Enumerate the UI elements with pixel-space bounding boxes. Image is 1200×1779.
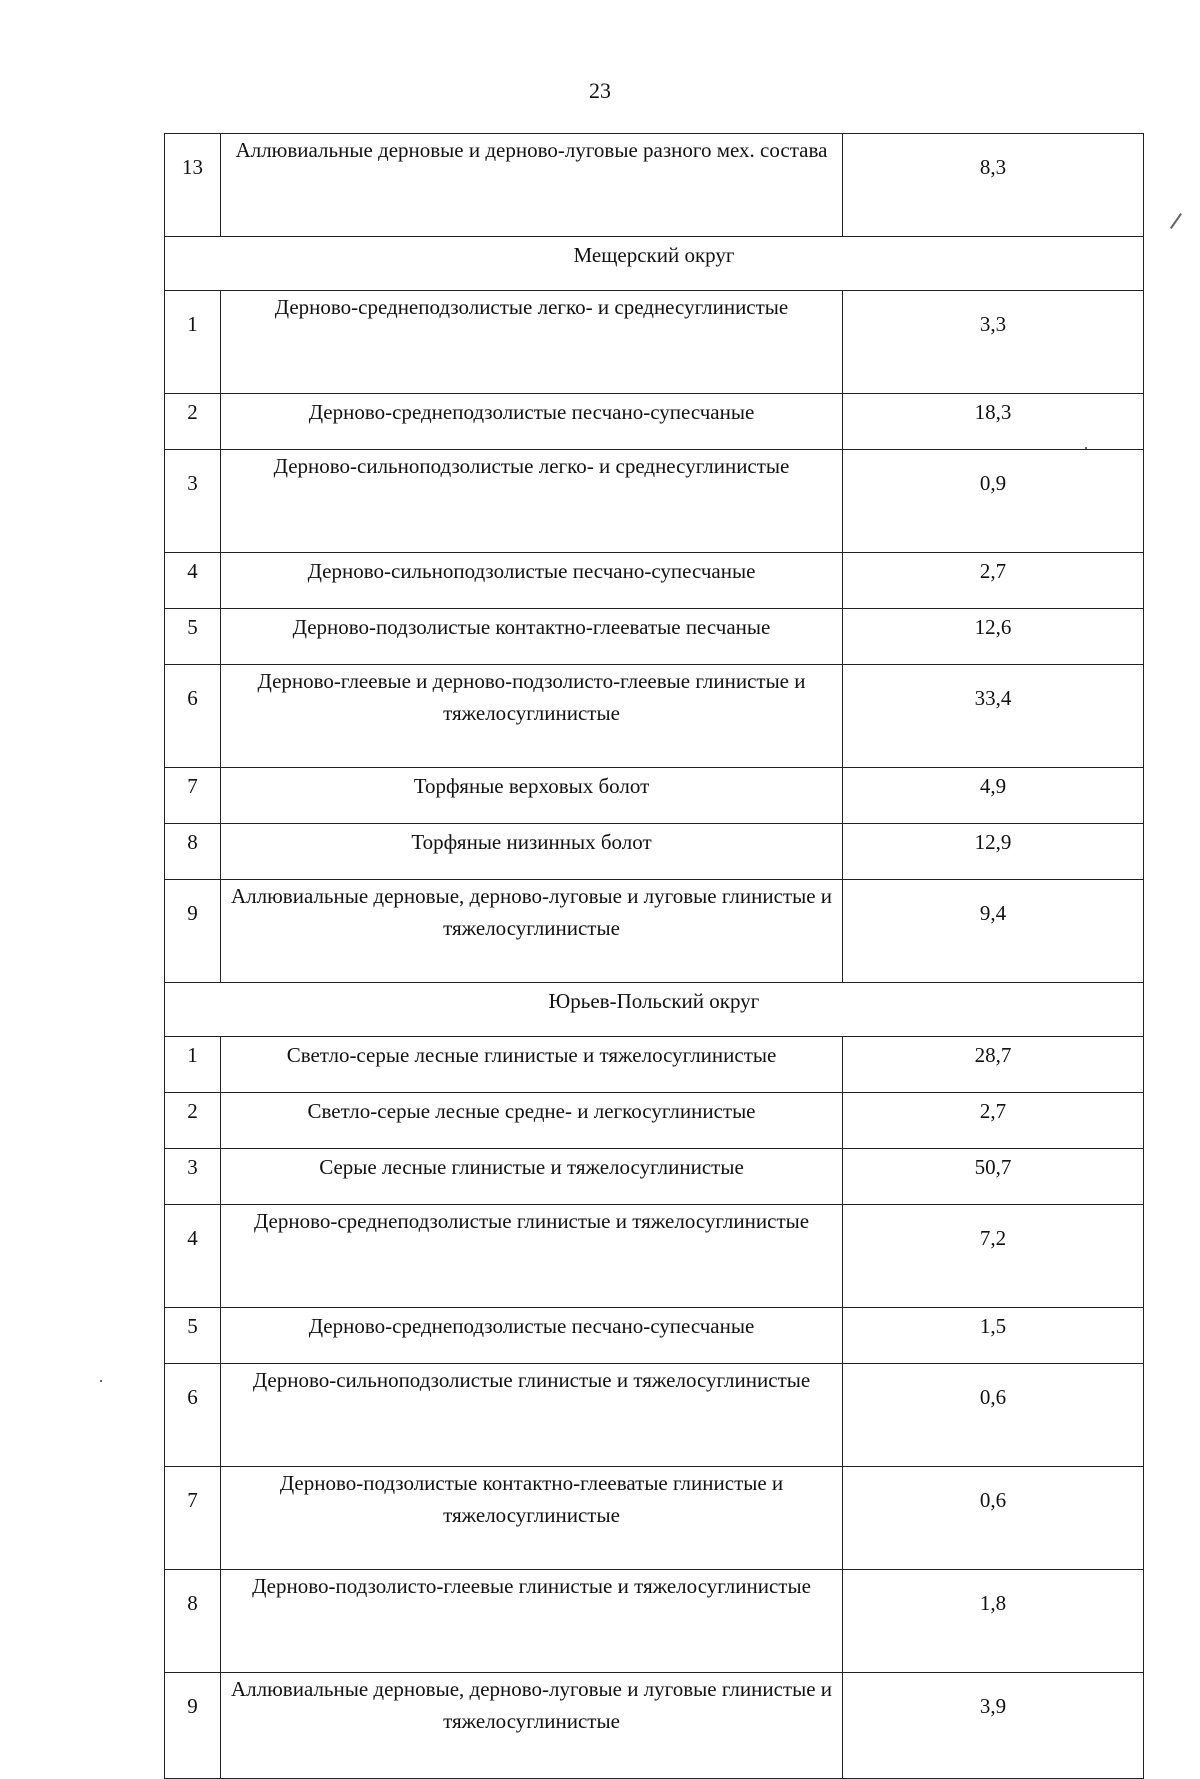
soil-name-cell: Дерново-сильноподзолистые песчано-супесчаные (221, 553, 843, 609)
scan-mark (1170, 213, 1182, 229)
table-row (165, 1093, 1144, 1149)
area-percent-cell: 12,6 (843, 609, 1144, 665)
area-percent-cell: 33,4 (843, 665, 1144, 768)
table-body (165, 134, 1144, 1779)
area-percent-cell: 3,3 (843, 291, 1144, 394)
row-number-cell: 4 (165, 1205, 221, 1308)
row-number-cell: 8 (165, 824, 221, 880)
group-title: Мещерский округ (165, 237, 1144, 291)
scan-speck (100, 1380, 102, 1382)
soil-name-cell: Дерново-подзолистые контактно-глееватые песчаные (221, 609, 843, 665)
row-number-cell: 6 (165, 1364, 221, 1467)
table-row (165, 1467, 1144, 1570)
table-row (165, 450, 1144, 553)
row-number-cell: 9 (165, 880, 221, 983)
row-number-cell: 5 (165, 609, 221, 665)
table-row (165, 665, 1144, 768)
table-row (165, 1308, 1144, 1364)
table-row (165, 768, 1144, 824)
area-percent-cell: 9,4 (843, 880, 1144, 983)
row-number-cell: 2 (165, 394, 221, 450)
row-number-cell: 3 (165, 1149, 221, 1205)
area-percent-cell: 0,9 (843, 450, 1144, 553)
group-header-row (165, 237, 1144, 291)
soil-name-cell: Серые лесные глинистые и тяжелосуглинистые (221, 1149, 843, 1205)
table-row (165, 291, 1144, 394)
soil-name-cell: Дерново-подзолисто-глеевые глинистые и тяжелосуглинистые (221, 1570, 843, 1673)
row-number-cell: 13 (165, 134, 221, 237)
area-percent-cell: 8,3 (843, 134, 1144, 237)
row-number-cell: 1 (165, 291, 221, 394)
table-row (165, 880, 1144, 983)
soil-name-cell: Дерново-среднеподзолистые легко- и среднесуглинистые (221, 291, 843, 394)
table-row (165, 1570, 1144, 1673)
soil-name-cell: Дерново-среднеподзолистые песчано-супесчаные (221, 394, 843, 450)
area-percent-cell: 7,2 (843, 1205, 1144, 1308)
soil-name-cell: Аллювиальные дерновые, дерново-луговые и луговые глинистые и тяжелосуглинистые (221, 880, 843, 983)
soil-name-cell: Дерново-среднеподзолистые глинистые и тяжелосуглинистые (221, 1205, 843, 1308)
row-number-cell: 6 (165, 665, 221, 768)
area-percent-cell: 2,7 (843, 553, 1144, 609)
soil-name-cell: Дерново-среднеподзолистые песчано-супесчаные (221, 1308, 843, 1364)
area-percent-cell: 28,7 (843, 1037, 1144, 1093)
soil-name-cell: Дерново-сильноподзолистые глинистые и тяжелосуглинистые (221, 1364, 843, 1467)
row-number-cell: 7 (165, 768, 221, 824)
soil-name-cell: Торфяные низинных болот (221, 824, 843, 880)
soil-name-cell: Дерново-глеевые и дерново-подзолисто-глеевые глинистые и тяжелосуглинистые (221, 665, 843, 768)
row-number-cell: 4 (165, 553, 221, 609)
area-percent-cell: 0,6 (843, 1364, 1144, 1467)
soil-name-cell: Дерново-подзолистые контактно-глееватые глинистые и тяжелосуглинистые (221, 1467, 843, 1570)
table-row (165, 134, 1144, 237)
soil-name-cell: Аллювиальные дерновые, дерново-луговые и луговые глинистые и тяжелосуглинистые (221, 1673, 843, 1779)
soil-name-cell: Аллювиальные дерновые и дерново-луговые разного мех. состава (221, 134, 843, 237)
group-title: Юрьев-Польский округ (165, 983, 1144, 1037)
table-row (165, 1364, 1144, 1467)
row-number-cell: 3 (165, 450, 221, 553)
row-number-cell: 7 (165, 1467, 221, 1570)
area-percent-cell: 12,9 (843, 824, 1144, 880)
table-row (165, 553, 1144, 609)
area-percent-cell: 2,7 (843, 1093, 1144, 1149)
row-number-cell: 8 (165, 1570, 221, 1673)
soil-name-cell: Светло-серые лесные средне- и легкосуглинистые (221, 1093, 843, 1149)
table-row (165, 824, 1144, 880)
table-row (165, 609, 1144, 665)
table-row (165, 1149, 1144, 1205)
table-row (165, 1205, 1144, 1308)
row-number-cell: 2 (165, 1093, 221, 1149)
soil-name-cell: Светло-серые лесные глинистые и тяжелосуглинистые (221, 1037, 843, 1093)
scan-speck (1085, 447, 1087, 449)
row-number-cell: 1 (165, 1037, 221, 1093)
soil-table (164, 133, 1144, 1779)
area-percent-cell: 18,3 (843, 394, 1144, 450)
soil-name-cell: Дерново-сильноподзолистые легко- и среднесуглинистые (221, 450, 843, 553)
area-percent-cell: 0,6 (843, 1467, 1144, 1570)
area-percent-cell: 1,5 (843, 1308, 1144, 1364)
area-percent-cell: 50,7 (843, 1149, 1144, 1205)
table-row (165, 1037, 1144, 1093)
area-percent-cell: 1,8 (843, 1570, 1144, 1673)
area-percent-cell: 4,9 (843, 768, 1144, 824)
area-percent-cell: 3,9 (843, 1673, 1144, 1779)
row-number-cell: 5 (165, 1308, 221, 1364)
soil-name-cell: Торфяные верховых болот (221, 768, 843, 824)
row-number-cell: 9 (165, 1673, 221, 1779)
page-number: 23 (589, 78, 611, 103)
table-row (165, 394, 1144, 450)
group-header-row (165, 983, 1144, 1037)
table-row (165, 1673, 1144, 1779)
